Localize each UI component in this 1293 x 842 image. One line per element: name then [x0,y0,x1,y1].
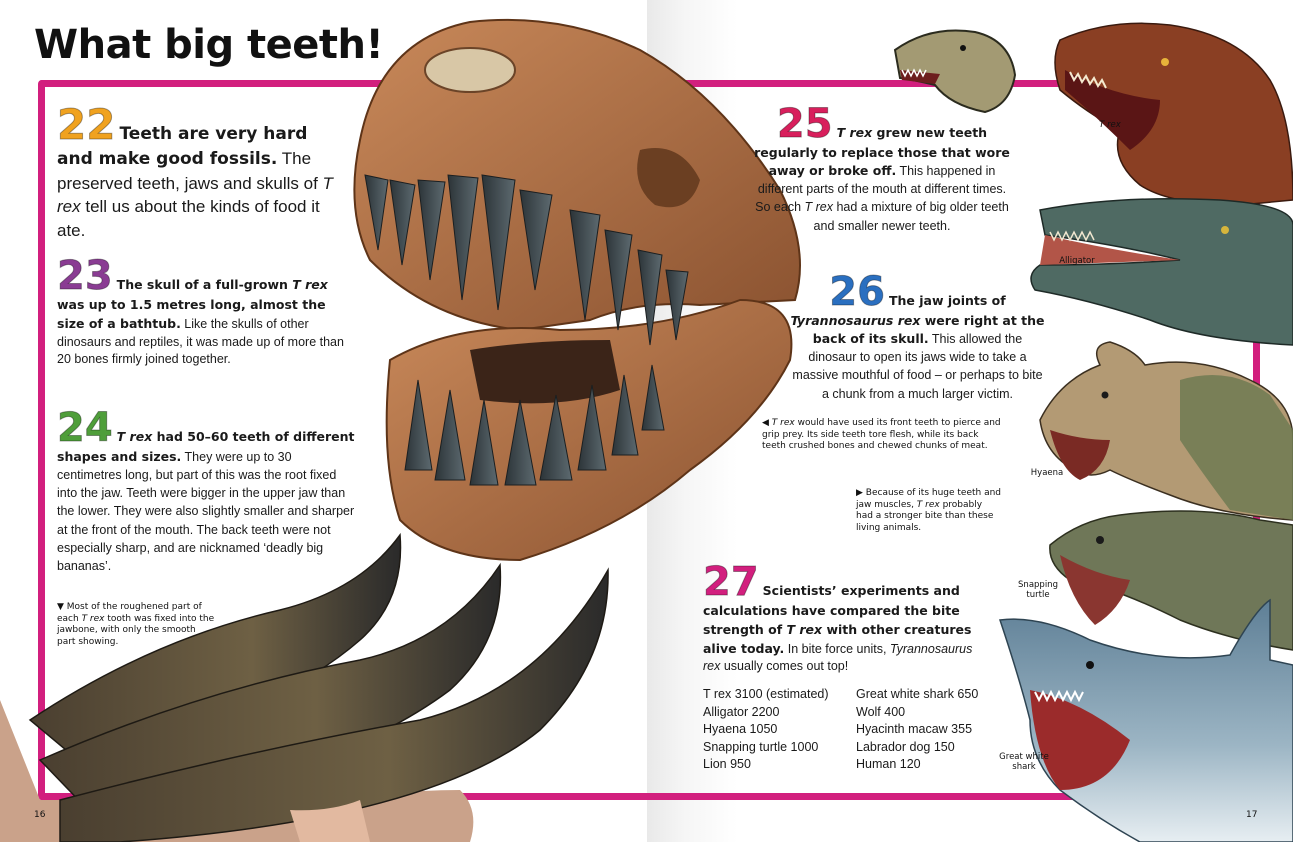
fact-25-italic: T rex [804,200,833,215]
fact-22-body2: tell us about the kinds of food it ate. [57,197,320,241]
fact-23 [57,253,347,369]
fact-26-body: This allowed the dinosaur to open its jaws wide to take a massive mouthful of food – or perhaps to bite a chunk from a much larger victim. [792,332,1043,401]
label-turtle-line2: turtle [1026,590,1050,600]
fact-27 [703,559,993,676]
fact-number-25: 25 [776,101,833,147]
fact-25-lead: grew new teeth regularly to replace those that wore away or broke off. [754,125,1010,179]
bite-col-2 [856,686,1006,774]
fact-23-lead2: was up to 1.5 metres long, almost the size of a bathtub. [57,297,326,331]
fact-22-italic: T rex [57,173,333,217]
list-item: Hyaena 1050 [703,722,778,736]
label-hyaena: Hyaena [1030,468,1064,478]
list-item: Wolf 400 [856,704,906,719]
list-item: Lion 950 [703,757,751,771]
front-teeth-caption-italic: T rex [768,418,795,428]
fossil-teeth-image [0,535,608,842]
label-shark-line1: Great white [999,752,1049,762]
tooth-caption-text2: tooth was fixed into the jawbone, with only the smooth part showing. [57,613,215,648]
fact-27-body: In bite force units, [784,641,890,656]
fact-22 [57,100,347,243]
fact-number-27: 27 [703,559,759,605]
label-great-white-shark [992,752,1056,772]
small-trex-head-image [895,30,1015,112]
fact-27-italic: Tyrannosaurus rex [703,641,973,674]
label-alligator: Alligator [1059,256,1095,266]
trex-illustration [1055,23,1293,205]
bite-col-1 [703,686,856,774]
list-item: Hyacinth macaw 355 [856,722,973,736]
fact-22-body: The preserved teeth, jaws and skulls of [57,148,323,193]
fact-27-lead-italic: T rex [786,621,823,637]
tooth-caption-italic: T rex [81,613,105,624]
fact-27-body2: usually comes out top! [720,659,849,674]
fact-26-lead2: were right at the back of its skull. [812,313,1045,347]
caption-marker-left: ◀ [762,418,769,428]
tooth-caption-text1: Most of the roughened part of each [57,602,202,624]
page-number-right: 17 [1246,810,1258,820]
fact-25-body2: had a mixture of big older teeth and smaller newer teeth. [813,200,1009,233]
bite-caption-text1: Because of its huge teeth and jaw muscles, [856,488,1002,510]
fact-24-lead: had 50–60 teeth of different shapes and sizes. [57,429,355,464]
alligator-illustration [1031,199,1293,345]
fact-22-lead: Teeth are very hard and make good fossils. [57,124,308,169]
bite-caption-text2: probably had a stronger bite than these living animals. [856,499,994,534]
tooth-caption [57,602,217,649]
bite-force-list [703,686,1003,774]
list-item: Human 120 [856,757,921,771]
trex-skull-image [354,20,800,560]
bite-caption-italic: T rex [916,499,940,510]
label-shark-line2: shark [1012,762,1036,772]
fact-25-body: This happened in different parts of the mouth at different times. So each [755,164,1007,215]
label-trex-text: T rex [1099,120,1121,130]
page-number-left: 16 [34,810,46,820]
fact-26-lead: The jaw joints of [888,293,1006,308]
list-item: Labrador dog 150 [856,739,955,754]
fact-23-lead-italic: T rex [292,277,328,292]
bite-caption [856,488,1001,535]
caption-marker-right: ▶ [856,488,863,498]
fact-25-lead-italic: T rex [836,125,873,140]
fact-23-lead: The skull of a full-grown [116,277,293,292]
front-teeth-caption-text: would have used its front teeth to pierce and grip prey. Its side teeth tore flesh, while its back teeth crushed bones and chewed chunks of meat. [762,418,1001,452]
fact-27-lead2: with other creatures alive today. [703,621,972,656]
fact-25 [752,101,1012,235]
fact-23-body: Like the skulls of other dinosaurs and reptiles, it was made up of more than 20 bones firmly joined together. [57,316,344,367]
label-trex [1090,120,1130,130]
fact-number-24: 24 [57,405,113,451]
fact-24-lead-italic: T rex [116,429,153,444]
fact-26-lead-italic: Tyrannosaurus rex [790,313,921,328]
list-item: Alligator 2200 [703,704,780,719]
fact-number-23: 23 [57,253,113,299]
list-item: Great white shark 650 [856,687,979,701]
fact-24 [57,405,357,575]
fact-number-22: 22 [57,100,116,149]
front-teeth-caption [762,418,1002,453]
list-item: T rex 3100 (estimated) [703,687,829,701]
label-snapping-turtle [1010,580,1066,600]
label-turtle-line1: Snapping [1018,580,1058,590]
fact-24-body: They were up to 30 centimetres long, but part of this was the root fixed into the jaw. Teeth were bigger in the upper jaw than the lower. They were also slightly smaller and sharper at the front of the mouth. The back teeth were not especially sharp, and are nicknamed ‘deadly big bananas’. [57,450,355,573]
fact-number-26: 26 [829,269,885,315]
list-item: Snapping turtle 1000 [703,739,819,754]
caption-marker-down: ▼ [57,602,64,612]
hyaena-illustration [1040,342,1293,520]
fact-26 [790,269,1045,403]
great-white-shark-illustration [1000,600,1293,842]
page-title: What big teeth! [34,22,384,68]
fact-27-lead: Scientists’ experiments and calculations have compared the bite strength of [703,583,960,637]
